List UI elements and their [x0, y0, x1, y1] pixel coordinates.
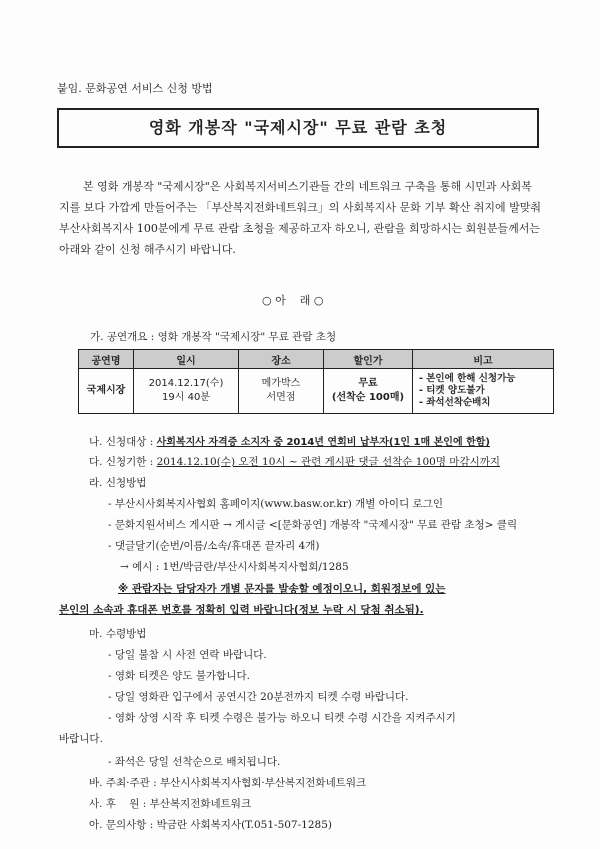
method-label: 라. 신청방법	[89, 477, 147, 489]
place-text: 메가박스	[261, 378, 301, 389]
place-branch-text: 서면점	[266, 392, 296, 403]
warning-line-2: 본인의 소속과 휴대폰 번호를 정확히 입력 바랍니다(정보 누락 시 당첨 취소됨).	[59, 604, 424, 616]
receive-item: - 영화 상영 시작 후 티켓 수령은 불가능 하오니 티켓 수령 시간을 지켜주시기	[108, 712, 456, 724]
note-item: - 티켓 양도불가	[419, 385, 485, 396]
intro-line: 아래와 같이 신청 해주시기 바랍니다.	[59, 243, 236, 256]
receive-label: 마. 수령방법	[89, 628, 147, 640]
sponsor-line: 사. 후 원 : 부산복지전화네트워크	[89, 798, 252, 810]
note-item: - 본인에 한해 신청가능	[419, 373, 516, 384]
title-box	[57, 108, 539, 148]
cell-date	[134, 369, 239, 414]
cell-place	[239, 369, 324, 414]
time-text: 19시 40분	[162, 392, 210, 403]
deadline-line	[89, 454, 500, 469]
receive-item: - 당일 불참 시 사전 연락 바랍니다.	[108, 649, 267, 661]
note-item: - 좌석선착순배치	[419, 397, 491, 408]
event-table	[78, 349, 554, 414]
header-place: 장소	[239, 350, 324, 369]
target-label: 나. 신청대상 :	[89, 436, 157, 448]
table-row	[79, 369, 554, 414]
host-line: 바. 주최·주관 : 부산시사회복지사협회·부산복지전화네트워크	[89, 777, 367, 789]
overview-line: 가. 공연개요 : 영화 개봉작 "국제시장" 무료 관람 초청	[90, 331, 337, 343]
document-title: 영화 개봉작 "국제시장" 무료 관람 초청	[148, 118, 448, 137]
method-item: - 부산시사회복지사협회 홈페이지(www.basw.or.kr) 개별 아이디 로그인	[108, 498, 443, 510]
method-item: - 댓글달기(순번/이름/소속/휴대폰 끝자리 4개)	[108, 540, 320, 552]
contact-line: 아. 문의사항 : 박금란 사회복지사(T.051-507-1285)	[89, 819, 332, 831]
method-example: → 예시 : 1번/박금란/부산시사회복지사협회/1285	[120, 561, 349, 573]
cell-name: 국제시장	[79, 369, 134, 414]
deadline-label: 다. 신청기한 :	[89, 456, 157, 468]
cell-notes	[413, 369, 554, 414]
seat-note: - 좌석은 당일 선착순으로 배치됩니다.	[108, 756, 281, 768]
warning-line-1: ※ 관람자는 담당자가 개별 문자를 발송할 예정이오니, 회원정보에 있는	[118, 583, 446, 595]
header-name: 공연명	[79, 350, 134, 369]
price-note-text: (선착순 100매)	[331, 392, 405, 403]
intro-line: 부산사회복지사 100분에게 무료 관람 초청을 제공하고자 하오니, 관람을 희망하시는 회원분들께서는	[59, 222, 540, 235]
intro-paragraph	[59, 176, 547, 260]
header-price: 할인가	[324, 350, 413, 369]
cell-price	[324, 369, 413, 414]
receive-item: - 당일 영화관 입구에서 공연시간 20분전까지 티켓 수령 바랍니다.	[108, 691, 409, 703]
receive-wrap: 바랍니다.	[59, 733, 103, 745]
deadline-text: 2014.12.10(수) 오전 10시 ~ 관련 게시판 댓글 선착순 100명 마감시까지	[156, 456, 501, 468]
header-notes: 비고	[413, 350, 554, 369]
target-line	[89, 433, 490, 449]
intro-line: 본 영화 개봉작 "국제시장"은 사회복지서비스기관들 간의 네트워크 구축을 통해 시민과 사회복	[83, 180, 532, 193]
date-text: 2014.12.17(수)	[148, 378, 224, 389]
price-text: 무료	[358, 378, 378, 389]
header-date: 일시	[134, 350, 239, 369]
below-heading: ○ 아 래 ○	[262, 294, 324, 307]
target-text: 사회복지사 자격증 소지자 중 2014년 연회비 납부자(1인 1매 본인에 한함)	[156, 437, 490, 448]
table-header-row	[79, 350, 554, 369]
attachment-label: 붙임. 문화공연 서비스 신청 방법	[57, 82, 213, 95]
method-item: - 문화지원서비스 게시판 → 게시글 <[문화공연] 개봉작 "국제시장" 무료 관람 초청> 클릭	[108, 519, 518, 531]
intro-line: 지를 보다 가깝게 만들어주는 「부산복지전화네트워크」의 사회복지사 문화 기부 확산 취지에 발맞춰	[59, 201, 542, 214]
receive-item: - 영화 티켓은 양도 불가합니다.	[108, 670, 250, 682]
